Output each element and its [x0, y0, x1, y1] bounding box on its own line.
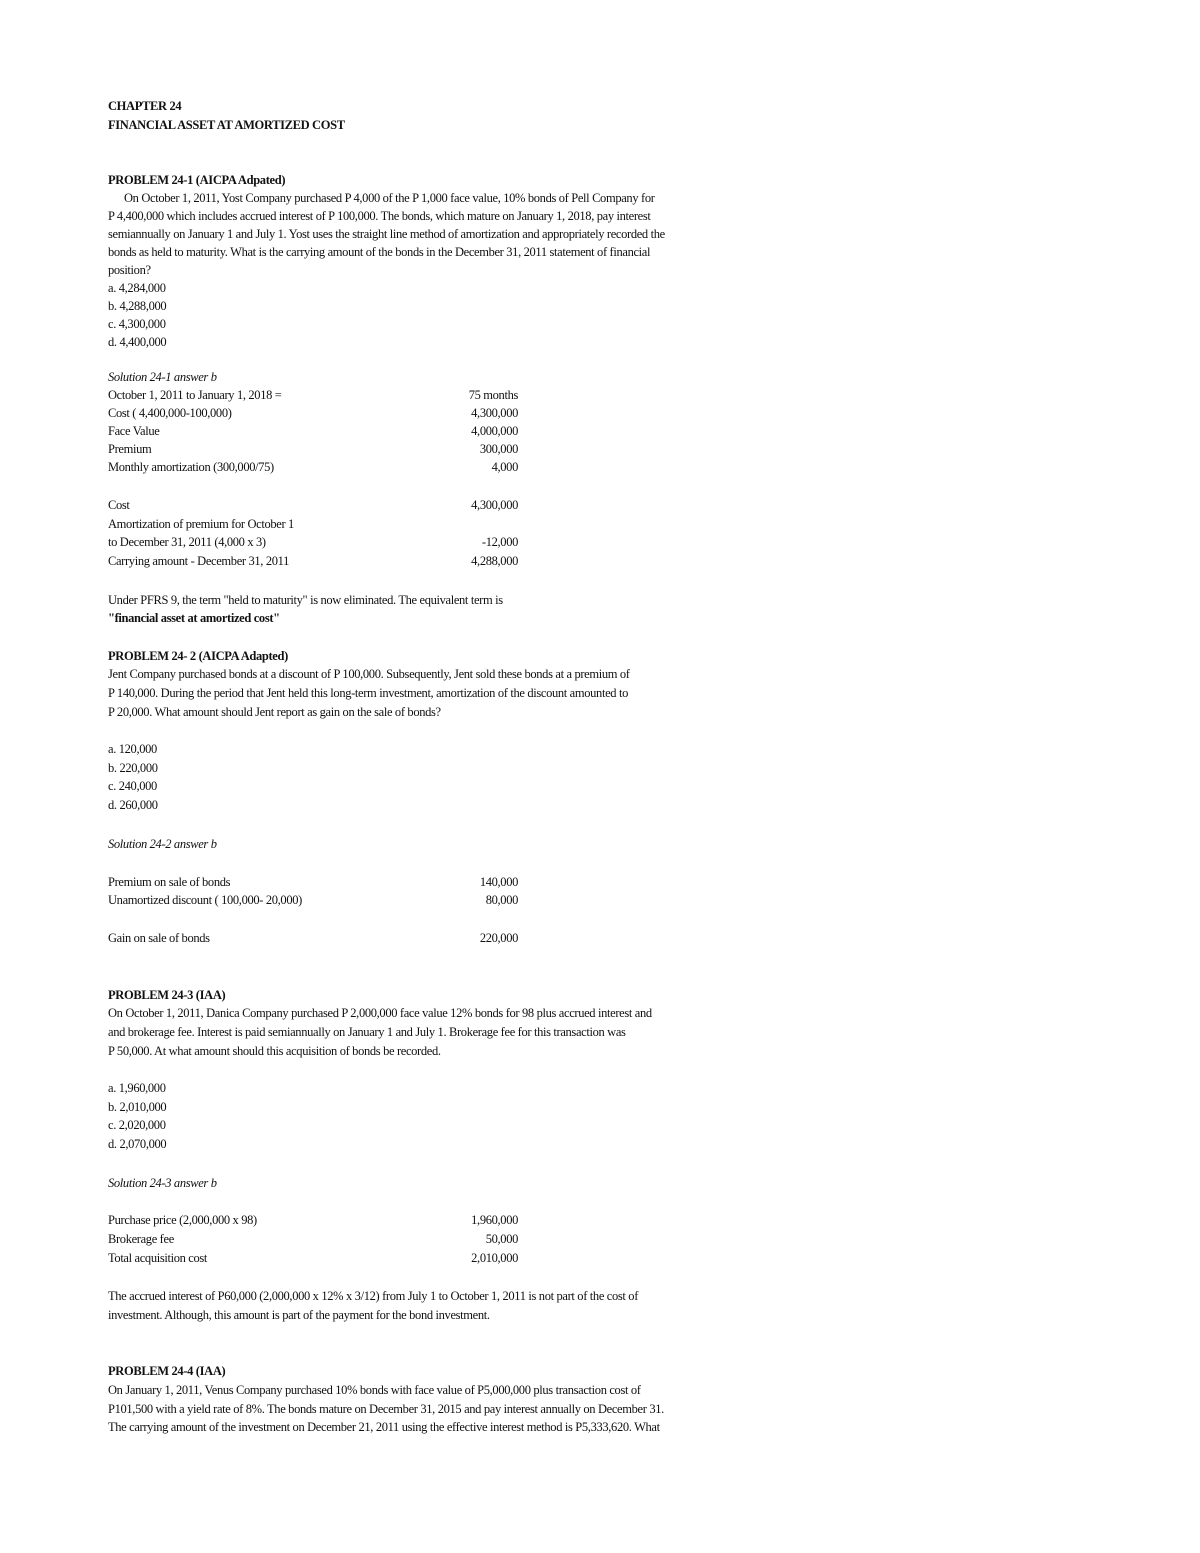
problem-1-choice-c: c. 4,300,000	[108, 317, 166, 331]
problem-1-text-line: semiannually on January 1 and July 1. Yost uses the straight line method of amortization and appropriately recorded the	[108, 227, 665, 241]
solution-2-row-label: Unamortized discount ( 100,000- 20,000)	[108, 893, 302, 907]
problem-1-heading: PROBLEM 24-1 (AICPA Adpated)	[108, 173, 286, 187]
solution-1-row-value: 4,288,000	[471, 554, 518, 568]
solution-3-row-label: Total acquisition cost	[108, 1251, 208, 1265]
problem-3-choice-d: d. 2,070,000	[108, 1137, 167, 1151]
problem-4-text-line: P101,500 with a yield rate of 8%. The bonds mature on December 31, 2015 and pay interest annually on December 31.	[108, 1402, 664, 1416]
problem-1-text-line: position?	[108, 263, 151, 277]
solution-1-row-label: Cost ( 4,400,000-100,000)	[108, 406, 232, 420]
solution-3-row-value: 50,000	[485, 1232, 518, 1246]
solution-1-row-value: 4,000	[491, 460, 518, 474]
problem-3-choice-b: b. 2,010,000	[108, 1100, 167, 1114]
pfrs-note-emphasis: "financial asset at amortized cost"	[108, 611, 280, 625]
solution-1-row-label: October 1, 2011 to January 1, 2018 =	[108, 388, 282, 402]
problem-3-note-line: The accrued interest of P60,000 (2,000,000 x 12% x 3/12) from July 1 to October 1, 2011 is not part of the cost of	[108, 1289, 639, 1303]
pfrs-note-line: Under PFRS 9, the term "held to maturity" is now eliminated. The equivalent term is	[108, 593, 503, 607]
problem-1-choice-b: b. 4,288,000	[108, 299, 167, 313]
solution-2-total-value: 220,000	[479, 931, 518, 945]
solution-1-title: Solution 24-1 answer b	[108, 370, 217, 384]
solution-3-row-value: 1,960,000	[471, 1213, 518, 1227]
problem-3-text-line: and brokerage fee. Interest is paid semiannually on January 1 and July 1. Brokerage fee for this transaction was	[108, 1025, 626, 1039]
solution-2-total-label: Gain on sale of bonds	[108, 931, 210, 945]
problem-3-text-line: P 50,000. At what amount should this acquisition of bonds be recorded.	[108, 1044, 441, 1058]
solution-1-row-label: Cost	[108, 498, 130, 512]
chapter-title: CHAPTER 24	[108, 99, 182, 113]
solution-1-row-label: Face Value	[108, 424, 160, 438]
problem-2-choice-a: a. 120,000	[108, 742, 157, 756]
solution-1-row-value: 4,300,000	[471, 406, 518, 420]
problem-2-text-line: Jent Company purchased bonds at a discount of P 100,000. Subsequently, Jent sold these bonds at a premium of	[108, 667, 630, 681]
solution-2-row-value: 140,000	[479, 875, 518, 889]
solution-1-row-value: 300,000	[479, 442, 518, 456]
solution-3-row-label: Brokerage fee	[108, 1232, 174, 1246]
problem-3-text-line: On October 1, 2011, Danica Company purchased P 2,000,000 face value 12% bonds for 98 plus accrued interest and	[108, 1006, 652, 1020]
problem-2-choice-c: c. 240,000	[108, 779, 157, 793]
problem-2-heading: PROBLEM 24- 2 (AICPA Adapted)	[108, 649, 288, 663]
solution-2-row-label: Premium on sale of bonds	[108, 875, 231, 889]
solution-2-title: Solution 24-2 answer b	[108, 837, 217, 851]
solution-1-row-label: Carrying amount - December 31, 2011	[108, 554, 289, 568]
problem-1-choice-d: d. 4,400,000	[108, 335, 167, 349]
problem-3-choice-a: a. 1,960,000	[108, 1081, 166, 1095]
solution-1-row-value: -12,000	[481, 535, 518, 549]
problem-3-note-line: investment. Although, this amount is part of the payment for the bond investment.	[108, 1308, 490, 1322]
problem-2-text-line: P 140,000. During the period that Jent held this long-term investment, amortization of the discount amounted to	[108, 686, 628, 700]
solution-1-row-value: 4,300,000	[471, 498, 518, 512]
problem-4-text-line: On January 1, 2011, Venus Company purchased 10% bonds with face value of P5,000,000 plus transaction cost of	[108, 1383, 641, 1397]
problem-1-text-line: bonds as held to maturity. What is the carrying amount of the bonds in the December 31, 2011 statement of financial	[108, 245, 651, 259]
problem-2-text-line: P 20,000. What amount should Jent report as gain on the sale of bonds?	[108, 705, 441, 719]
problem-4-text-line: The carrying amount of the investment on December 21, 2011 using the effective interest method is P5,333,620. What	[108, 1420, 660, 1434]
solution-1-row-label: Premium	[108, 442, 152, 456]
solution-1-row-value: 4,000,000	[471, 424, 518, 438]
problem-2-choice-b: b. 220,000	[108, 761, 158, 775]
problem-1-text-line: On October 1, 2011, Yost Company purchased P 4,000 of the P 1,000 face value, 10% bonds of Pell Company for	[124, 191, 655, 205]
solution-3-row-value: 2,010,000	[471, 1251, 518, 1265]
solution-3-row-label: Purchase price (2,000,000 x 98)	[108, 1213, 257, 1227]
problem-3-choice-c: c. 2,020,000	[108, 1118, 166, 1132]
problem-4-heading: PROBLEM 24-4 (IAA)	[108, 1364, 226, 1378]
solution-1-row-label: Amortization of premium for October 1	[108, 517, 294, 531]
solution-1-row-label: to December 31, 2011 (4,000 x 3)	[108, 535, 266, 549]
chapter-subtitle: FINANCIAL ASSET AT AMORTIZED COST	[108, 118, 345, 132]
solution-3-title: Solution 24-3 answer b	[108, 1176, 217, 1190]
problem-1-text-line: P 4,400,000 which includes accrued interest of P 100,000. The bonds, which mature on January 1, 2018, pay interest	[108, 209, 651, 223]
problem-1-choice-a: a. 4,284,000	[108, 281, 166, 295]
solution-1-row-value: 75 months	[468, 388, 518, 402]
solution-2-row-value: 80,000	[485, 893, 518, 907]
problem-2-choice-d: d. 260,000	[108, 798, 158, 812]
problem-3-heading: PROBLEM 24-3 (IAA)	[108, 988, 226, 1002]
solution-1-row-label: Monthly amortization (300,000/75)	[108, 460, 274, 474]
